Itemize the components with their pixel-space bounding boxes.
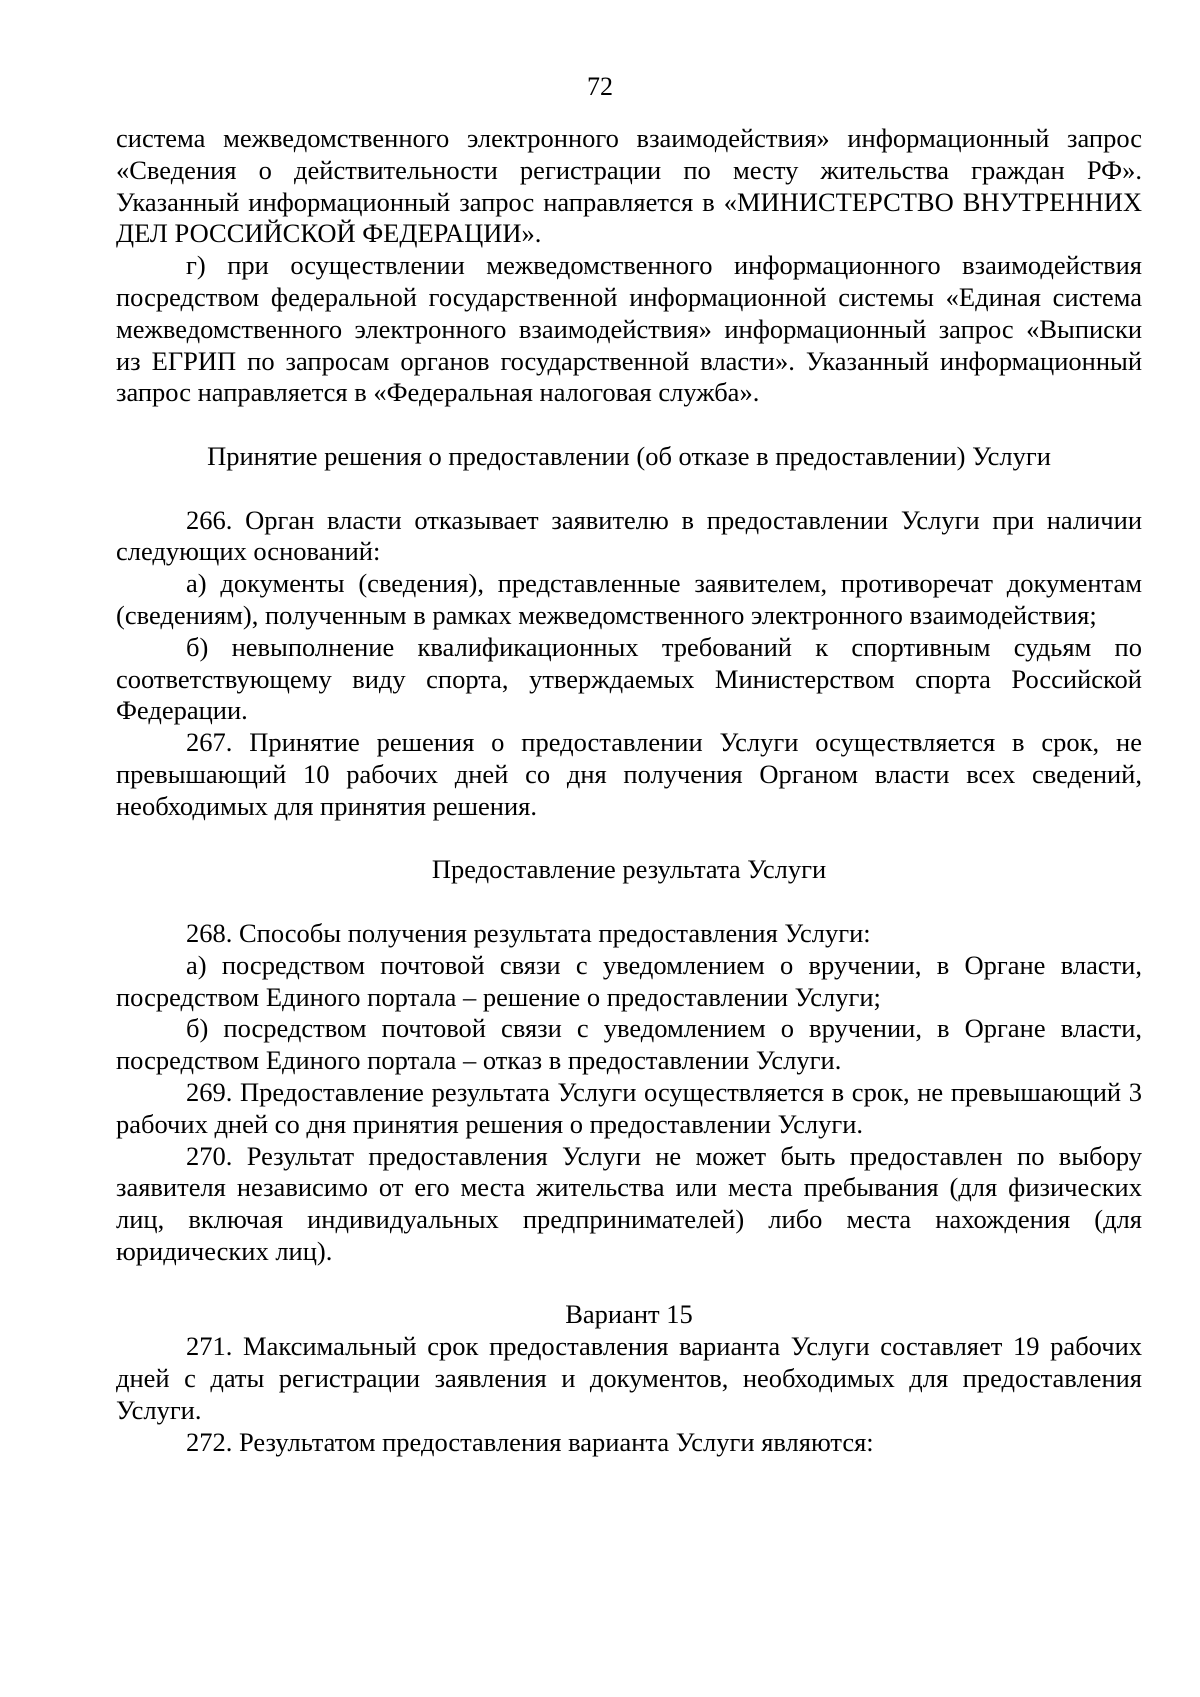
paragraph-269: 269. Предоставление результата Услуги осуществляется в срок, не превышающий 3 рабочих дней со дня принятия решения о предоставлении Услуги. [116,1076,1142,1139]
paragraph-268: 268. Способы получения результата предоставления Услуги: [186,917,871,948]
paragraph-item-g: г) при осуществлении межведомственного информационного взаимодействия посредством федеральной государственной информационной системы «Единая система межведомственного электронного взаимодействия» информационный запрос «Выписки из ЕГРИП по запросам органов государственной власти». Указанный информационный запрос направляется в «Федеральная налоговая служба». [116,250,1142,408]
paragraph-267: 267. Принятие решения о предоставлении Услуги осуществляется в срок, не превышающий 10 рабочих дней со дня получения Органом власти всех сведений, необходимых для принятия решения. [116,727,1142,821]
section-heading-decision: Принятие решения о предоставлении (об отказе в предоставлении) Услуги [207,440,1051,471]
paragraph-268-b: б) посредством почтовой связи с уведомлением о вручении, в Органе власти, посредством Единого портала – отказ в предоставлении Услуги. [116,1013,1142,1076]
paragraph-266: 266. Орган власти отказывает заявителю в предоставлении Услуги при наличии следующих оснований: [116,504,1142,567]
paragraph-continued: система межведомственного электронного взаимодействия» информационный запрос «Сведения о действительности регистрации по месту жительства граждан РФ». Указанный информационный запрос направляется в «МИНИСТЕРСТВО ВНУТРЕННИХ ДЕЛ РОССИЙСКОЙ ФЕДЕРАЦИИ». [116,123,1142,249]
paragraph-272: 272. Результатом предоставления варианта Услуги являются: [186,1426,874,1457]
page-number: 72 [587,72,613,101]
paragraph-268-a: а) посредством почтовой связи с уведомлением о вручении, в Органе власти, посредством Единого портала – решение о предоставлении Услуги; [116,949,1142,1012]
paragraph-270: 270. Результат предоставления Услуги не может быть предоставлен по выбору заявителя независимо от его места жительства или места пребывания (для физических лиц, включая индивидуальных предпринимателей) либо места нахождения (для юридических лиц). [116,1140,1142,1266]
document-body [116,123,1142,1458]
section-heading-result: Предоставление результата Услуги [431,854,827,885]
paragraph-266-b: б) невыполнение квалификационных требований к спортивным судьям по соответствующему виду спорта, утверждаемых Министерством спорта Российской Федерации. [116,631,1142,726]
paragraph-271: 271. Максимальный срок предоставления варианта Услуги составляет 19 рабочих дней с даты регистрации заявления и документов, необходимых для предоставления Услуги. [116,1331,1142,1425]
paragraph-266-a: а) документы (сведения), представленные заявителем, противоречат документам (сведениям), полученным в рамках межведомственного электронного взаимодействия; [116,568,1142,630]
section-heading-variant-15: Вариант 15 [565,1299,693,1330]
